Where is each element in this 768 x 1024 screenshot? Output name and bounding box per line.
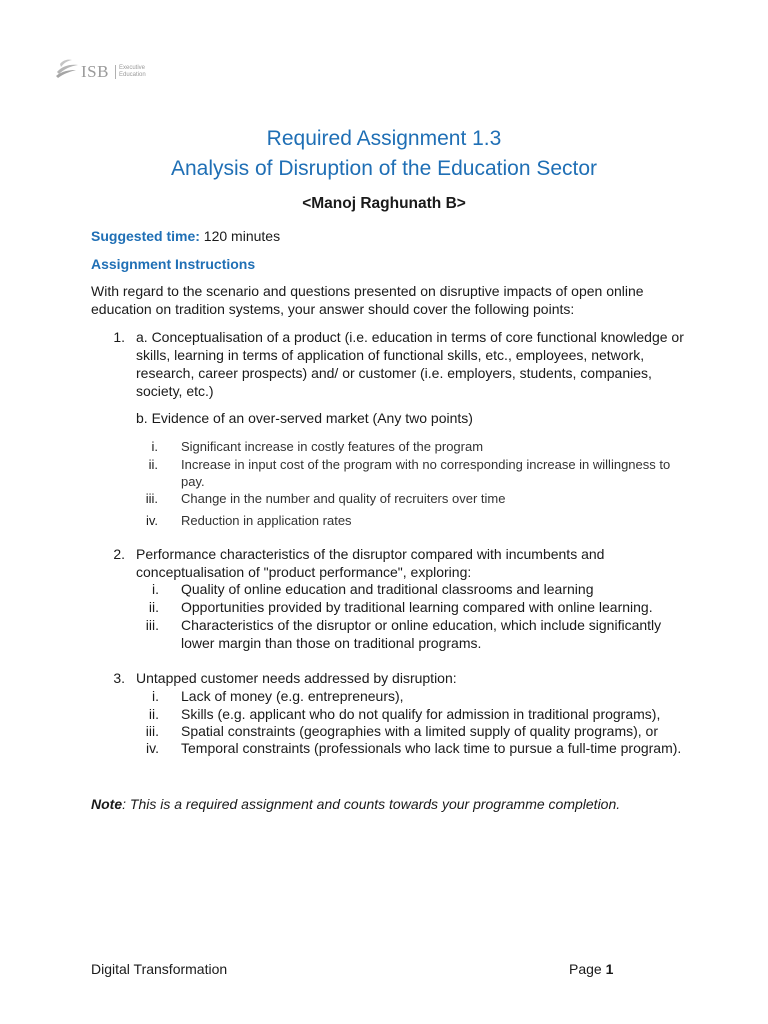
note-label: Note	[91, 796, 123, 812]
subitem-text: Opportunities provided by traditional learning compared with online learning.	[181, 599, 653, 615]
logo-divider	[115, 65, 116, 79]
subitem-number: i.	[152, 688, 159, 704]
logo-brand: ISB	[81, 62, 109, 81]
intro-paragraph: With regard to the scenario and questions presented on disruptive impacts of open online education on tradition systems, your answer should cover the following points:	[91, 283, 644, 317]
subitem-text: Change in the number and quality of recruiters over time	[181, 491, 506, 506]
subitem-number: iii.	[145, 617, 159, 633]
subitem-number: iii.	[145, 491, 158, 506]
subitem-number: ii.	[148, 706, 159, 722]
suggested-time-label: Suggested time:	[91, 228, 200, 244]
subitem-text: Skills (e.g. applicant who do not qualify for admission in traditional programs),	[181, 706, 661, 722]
subitem-text: Temporal constraints (professionals who lack time to pursue a full-time program).	[181, 740, 682, 756]
subitem-text: Characteristics of the disruptor or online education, which include significantly lower margin than those on traditional programs.	[181, 617, 662, 651]
subitem-text: Lack of money (e.g. entrepreneurs),	[181, 688, 404, 704]
subitem-text: Reduction in application rates	[181, 513, 352, 528]
footer-page-number: 1	[605, 961, 614, 977]
suggested-time-value: 120 minutes	[199, 228, 281, 244]
isb-swirl-icon	[54, 58, 80, 82]
item-1-subheading: b. Evidence of an over-served market (Any two points)	[136, 410, 473, 426]
subitem-number: i.	[152, 581, 159, 597]
isb-logo	[54, 58, 154, 84]
subitem-number: ii.	[148, 457, 158, 472]
document-title-line1: Required Assignment 1.3	[266, 127, 502, 150]
item-3-text: Untapped customer needs addressed by disruption:	[136, 670, 457, 686]
subitem-number: ii.	[148, 599, 159, 615]
note	[91, 795, 620, 813]
item-number: 3.	[113, 670, 125, 686]
item-number: 2.	[113, 546, 125, 562]
document-title-line2: Analysis of Disruption of the Education Sector	[170, 157, 598, 180]
subitem-number: i.	[151, 439, 158, 454]
item-number: 1.	[113, 329, 125, 345]
subitem-text: Spatial constraints (geographies with a limited supply of quality programs), or	[181, 723, 659, 739]
instructions-heading: Assignment Instructions	[91, 256, 256, 272]
footer-page	[569, 960, 613, 978]
item-1-text: a. Conceptualisation of a product (i.e. education in terms of core functional knowledge or skills, learning in terms of application of functional skills, etc., employees, network, research, career prospects) and/ or customer (i.e. employers, students, companies, society, etc.)	[136, 329, 684, 399]
logo-subtitle: Executive Education	[119, 65, 146, 78]
suggested-time	[91, 227, 280, 245]
subitem-number: iii.	[145, 723, 159, 739]
subitem-text: Quality of online education and traditional classrooms and learning	[181, 581, 594, 597]
student-name: <Manoj Raghunath B>	[302, 195, 466, 212]
item-2-text: Performance characteristics of the disruptor compared with incumbents and conceptualisation of "product performance", exploring:	[136, 546, 605, 580]
footer-course-name: Digital Transformation	[91, 961, 228, 977]
subitem-number: iv.	[145, 513, 158, 528]
note-text: : This is a required assignment and counts towards your programme completion.	[122, 796, 621, 812]
subitem-text: Significant increase in costly features of the program	[181, 439, 484, 454]
footer-page-label: Page	[569, 961, 606, 977]
subitem-number: iv.	[146, 740, 159, 756]
subitem-text: Increase in input cost of the program with no corresponding increase in willingness to pay.	[181, 457, 671, 489]
